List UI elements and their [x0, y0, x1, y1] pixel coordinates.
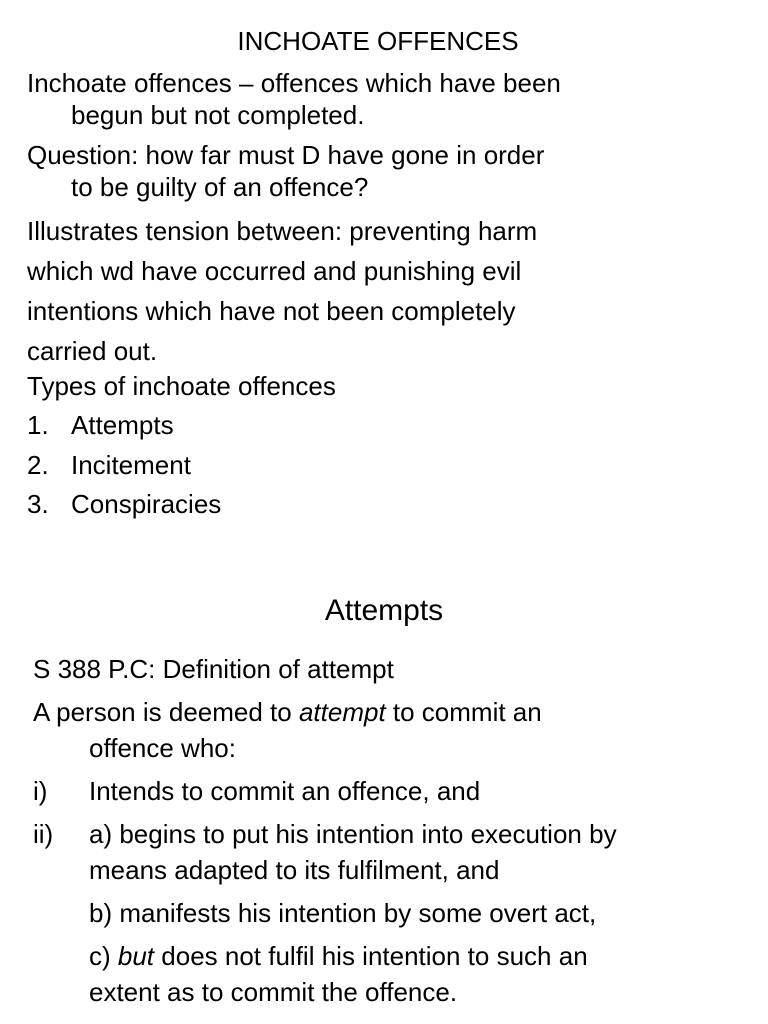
list-label: Incitement — [71, 450, 191, 480]
clause-a-line-2: means adapted to its fulfilment, and — [89, 855, 500, 885]
tension-line-3: intentions which have not been completely — [27, 296, 516, 326]
tension-line-4: carried out. — [27, 336, 158, 366]
page-title: INCHOATE OFFENCES — [237, 26, 519, 56]
clause-c-line-1 — [89, 938, 729, 974]
tension-line-1: Illustrates tension between: preventing harm — [27, 216, 538, 246]
tension-line-2: which wd have occurred and punishing evil — [27, 256, 522, 286]
item-ii-body — [89, 816, 729, 1010]
clause-c-line-2: extent as to commit the offence. — [89, 977, 458, 1007]
item-label: ii) — [33, 819, 54, 849]
statute-reference: S 388 P.C: Definition of attempt — [33, 654, 394, 684]
tension-paragraph — [27, 211, 727, 371]
intro-after: to commit an — [385, 697, 542, 727]
list-item-attempts — [27, 409, 174, 441]
list-number: 2. — [27, 450, 49, 480]
question-paragraph — [27, 139, 727, 203]
intro-line-1 — [33, 694, 733, 730]
intro-before: A person is deemed to — [33, 697, 299, 727]
list-number: 1. — [27, 410, 49, 440]
list-number: 3. — [27, 489, 49, 519]
section-title: Attempts — [324, 594, 444, 627]
list-label: Attempts — [71, 410, 174, 440]
question-line-1: Question: how far must D have gone in order — [27, 140, 545, 170]
intro-paragraph — [33, 694, 733, 766]
item-label: i) — [33, 776, 48, 806]
definition-paragraph — [27, 67, 727, 131]
definition-line-2: begun but not completed. — [71, 100, 365, 130]
types-heading: Types of inchoate offences — [27, 371, 336, 401]
intro-line-2: offence who: — [89, 733, 236, 763]
item-text: Intends to commit an offence, and — [89, 776, 481, 806]
clause-b: b) manifests his intention by some overt act, — [89, 898, 597, 928]
clause-c-emphasis: but — [117, 941, 155, 971]
clause-a-line-1: a) begins to put his intention into execution by — [89, 819, 617, 849]
clause-c-prefix: c) — [89, 941, 118, 971]
clause-c-rest: does not fulfil his intention to such an — [154, 941, 588, 971]
intro-emphasis: attempt — [298, 697, 386, 727]
question-line-2: to be guilty of an offence? — [71, 172, 369, 202]
list-item-conspiracies — [27, 488, 221, 520]
list-label: Conspiracies — [71, 489, 222, 519]
definition-line-1: Inchoate offences – offences which have been — [27, 68, 561, 98]
list-item-incitement — [27, 449, 191, 481]
